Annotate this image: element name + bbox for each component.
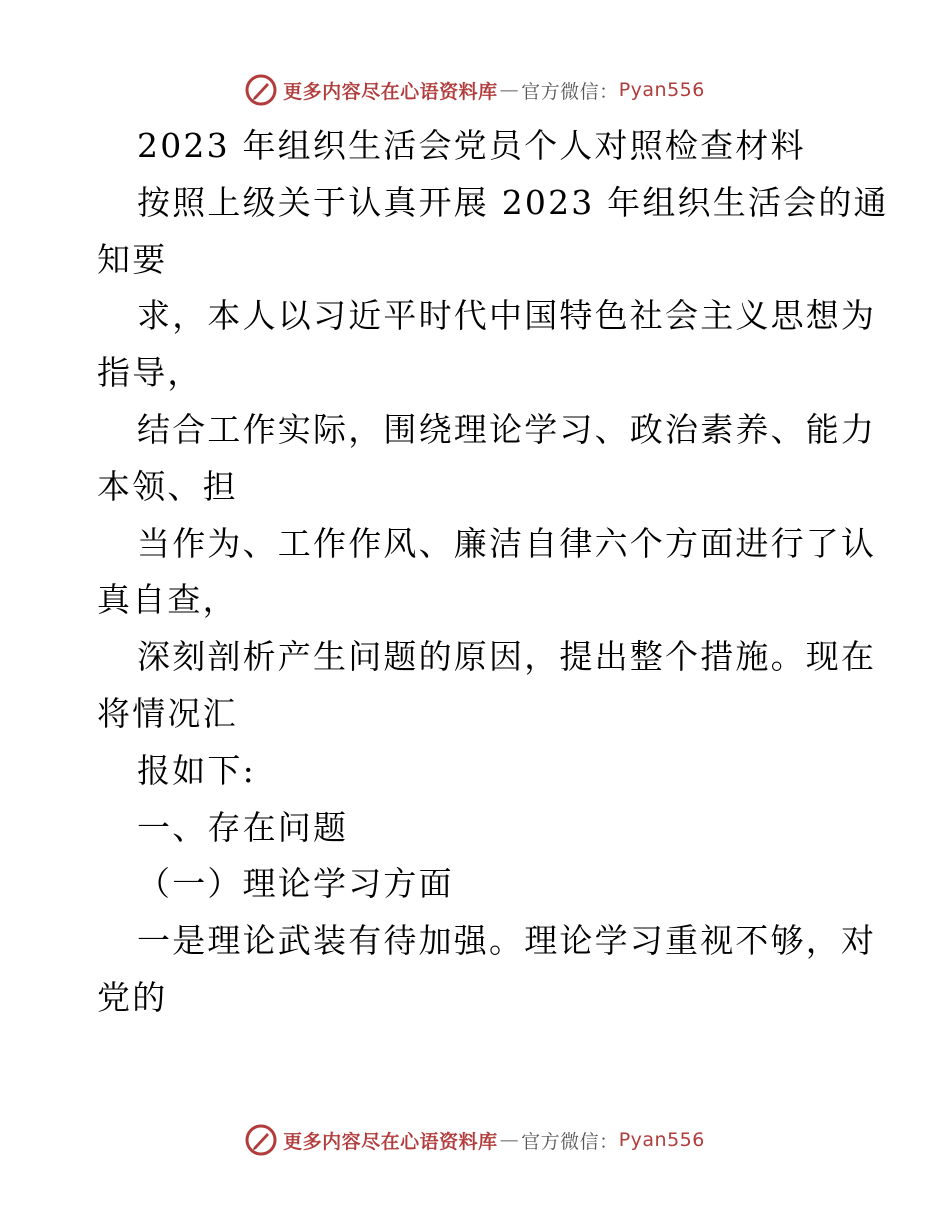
paragraph-line: 将情况汇 — [97, 693, 238, 733]
watermark-brand: 更多内容尽在心语资料库 — [283, 1130, 498, 1153]
paragraph-line: 结合工作实际，围绕理论学习、政治素养、能力 — [137, 409, 877, 449]
watermark-label: 官方微信： — [521, 80, 619, 103]
paragraph-line: 知要 — [97, 239, 168, 279]
document-body — [97, 118, 889, 1027]
section-heading: 一、存在问题 — [137, 807, 349, 847]
footer-watermark — [0, 1120, 950, 1160]
paragraph-line: 求，本人以习近平时代中国特色社会主义思想为 — [137, 296, 877, 336]
paragraph-line: 当作为、工作作风、廉洁自律六个方面进行了认 — [137, 523, 877, 563]
paragraph-line: 按照上级关于认真开展 2023 年组织生活会的通 — [137, 182, 889, 222]
paragraph-line: 真自查， — [97, 580, 238, 620]
watermark-label: 官方微信： — [521, 1130, 619, 1153]
paragraph-line: 指导， — [97, 353, 203, 393]
watermark-brand: 更多内容尽在心语资料库 — [283, 80, 498, 103]
document-title: 2023 年组织生活会党员个人对照检查材料 — [137, 126, 806, 165]
watermark-dash: — — [499, 1129, 520, 1151]
paragraph-line: 报如下: — [137, 750, 256, 790]
subsection-heading: （一）理论学习方面 — [137, 864, 454, 904]
watermark-dash: — — [499, 79, 520, 101]
paragraph-line: 党的 — [97, 977, 168, 1017]
header-watermark — [0, 70, 950, 110]
quill-logo-icon — [245, 74, 277, 106]
paragraph-line: 一是理论武装有待加强。理论学习重视不够，对 — [137, 921, 877, 961]
paragraph-line: 深刻剖析产生问题的原因，提出整个措施。现在 — [137, 637, 877, 677]
quill-logo-icon — [245, 1124, 277, 1156]
watermark-wechat-id: Pyan556 — [618, 1129, 705, 1151]
paragraph-line: 本领、担 — [97, 466, 238, 506]
watermark-wechat-id: Pyan556 — [618, 79, 705, 101]
